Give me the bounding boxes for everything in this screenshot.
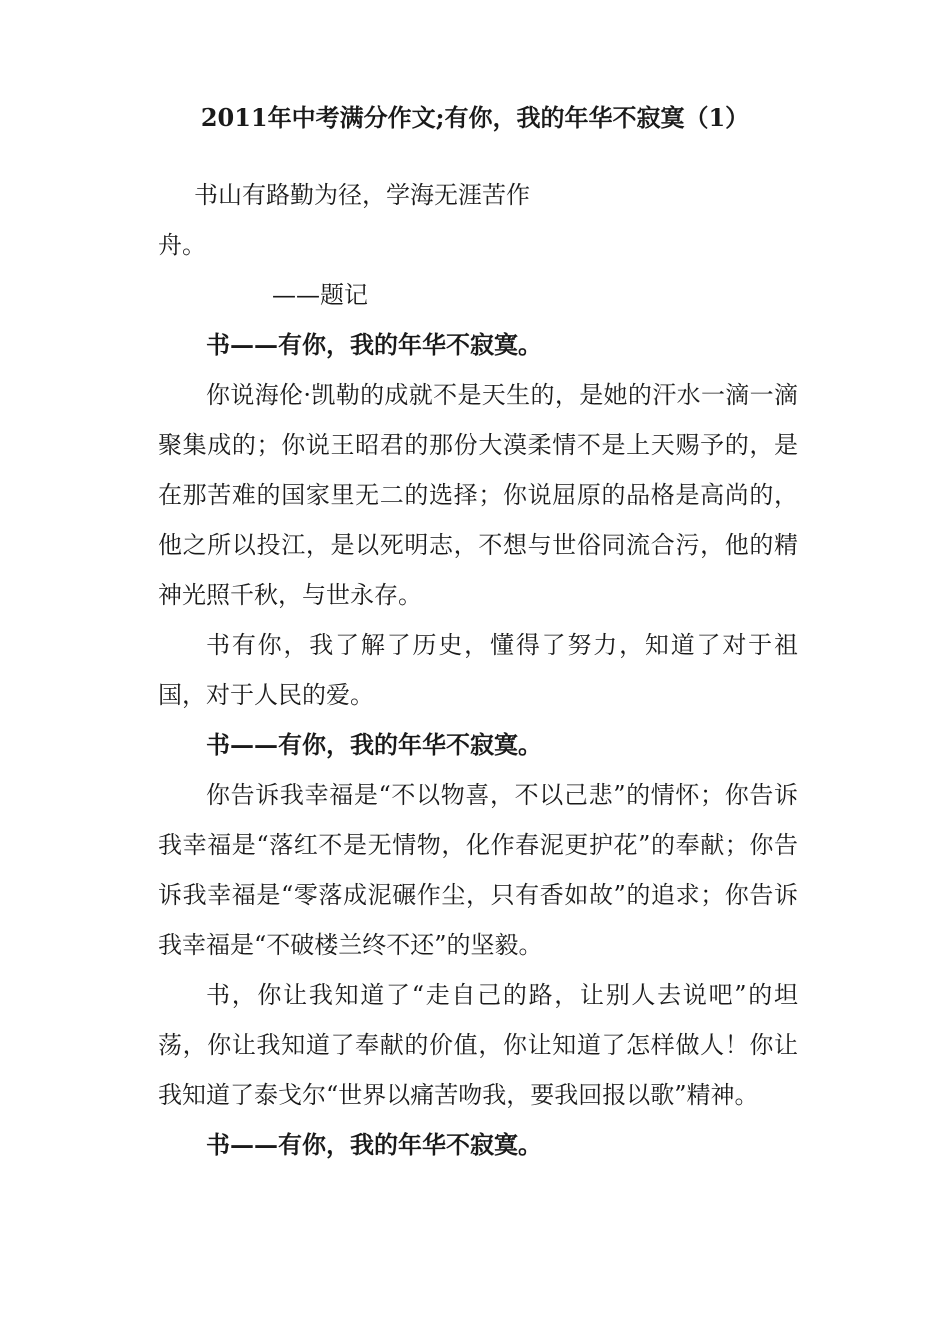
paragraph-1: 你说海伦·凯勒的成就不是天生的，是她的汗水一滴一滴聚集成的；你说王昭君的那份大漠柔情不是上天赐予的，是在那苦难的国家里无二的选择；你说屈原的品格是高尚的，他之所以投江，是以死明志，不想与世俗同流合污，他的精神光照千秋，与世永存。: [158, 381, 798, 609]
paragraph-4: 书，你让我知道了“走自己的路，让别人去说吧”的坦荡，你让我知道了奉献的价值，你让知道了怎样做人！你让我知道了泰戈尔“世界以痛苦吻我，要我回报以歌”精神。: [158, 981, 798, 1109]
paragraph-3: 你告诉我幸福是“不以物喜，不以己悲”的情怀；你告诉我幸福是“落红不是无情物，化作春泥更护花”的奉献；你告诉我幸福是“零落成泥碾作尘，只有香如故”的追求；你告诉我幸福是“不破楼兰终不还”的坚毅。: [158, 781, 798, 959]
refrain-heading-2: 书——有你，我的年华不寂寞。: [206, 730, 542, 759]
epigraph-signature: ——题记: [272, 281, 368, 309]
epigraph-line-2: 舟。: [158, 231, 206, 259]
paragraph-2: 书有你，我了解了历史，懂得了努力，知道了对于祖国，对于人民的爱。: [158, 631, 798, 709]
document-body: [158, 170, 798, 1170]
epigraph-line-1: 书山有路勤为径，学海无涯苦作: [194, 181, 530, 209]
refrain-heading-1: 书——有你，我的年华不寂寞。: [206, 330, 542, 359]
document-title: 2011年中考满分作文;有你，我的年华不寂寞（1）: [200, 103, 750, 132]
refrain-heading-3: 书——有你，我的年华不寂寞。: [206, 1130, 542, 1159]
